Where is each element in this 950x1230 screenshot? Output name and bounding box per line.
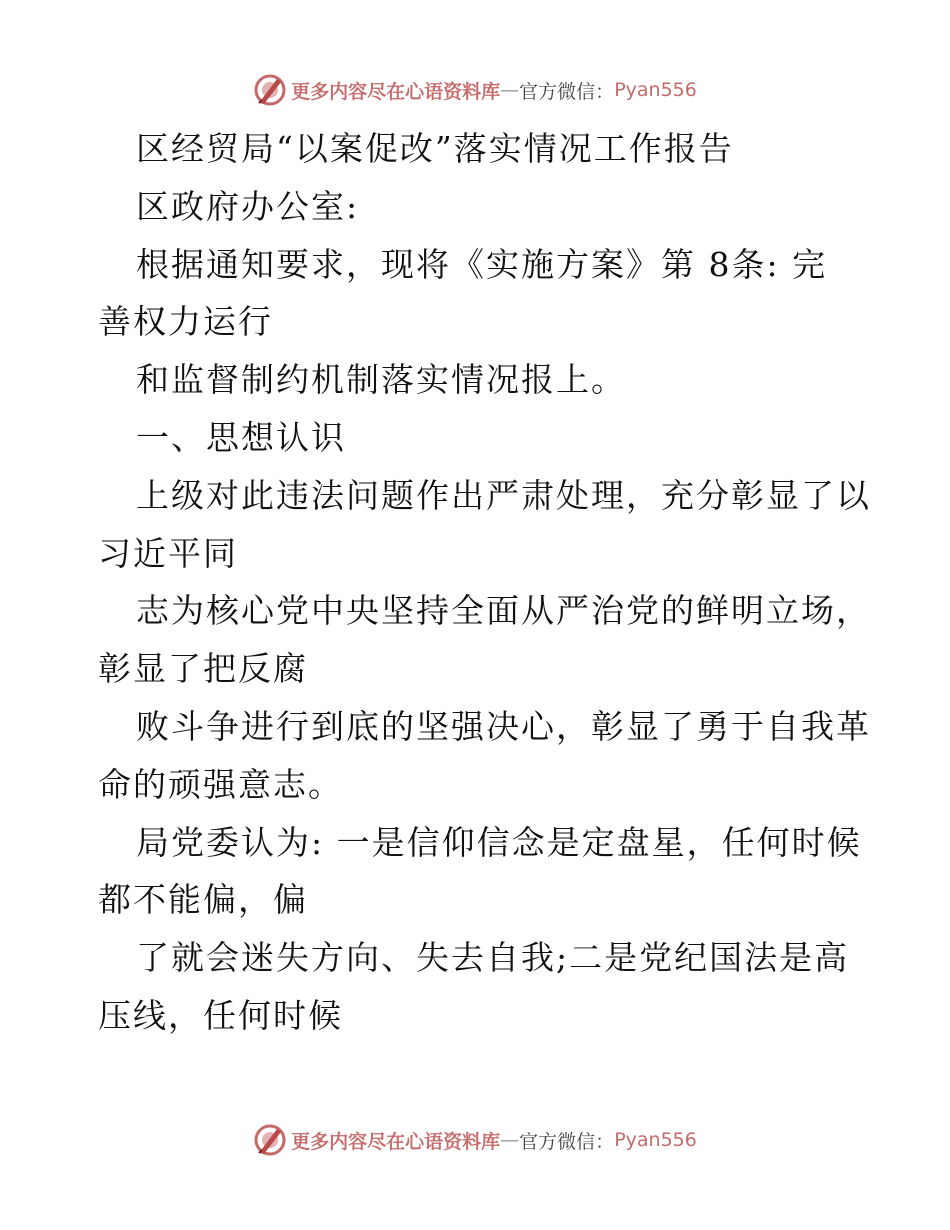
quill-pen-logo-icon	[253, 1123, 287, 1157]
document-title: 区经贸局“以案促改”落实情况工作报告	[136, 129, 734, 168]
banner-wechat-label: 官方微信：	[519, 80, 615, 103]
paragraph-line: 压线，任何时候	[98, 995, 343, 1035]
paragraph-line: 都不能偏，偏	[98, 880, 308, 920]
footer-banner	[0, 1120, 950, 1160]
paragraph-line: 习近平同	[98, 533, 238, 573]
paragraph-line: 和监督制约机制落实情况报上。	[136, 360, 626, 400]
banner-wechat-id: Pyan556	[614, 79, 697, 101]
paragraph-line: 上级对此违法问题作出严肃处理，充分彰显了以	[136, 475, 871, 515]
paragraph-line: 根据通知要求，现将《实施方案》第 8条: 完	[136, 244, 828, 284]
paragraph-line: 败斗争进行到底的坚强决心，彰显了勇于自我革	[136, 706, 871, 746]
banner-brand-text: 更多内容尽在心语资料库	[291, 1130, 501, 1153]
paragraph-line: 善权力运行	[98, 302, 273, 342]
paragraph-line: 了就会迷失方向、失去自我;二是党纪国法是高	[136, 938, 850, 978]
paragraph-line: 彰显了把反腐	[98, 649, 308, 689]
paragraph-line: 志为核心党中央坚持全面从严治党的鲜明立场，	[136, 591, 871, 631]
banner-wechat-id: Pyan556	[614, 1129, 697, 1151]
section-heading: 一、思想认识	[136, 417, 346, 457]
banner-dash: —	[500, 1129, 520, 1151]
banner-brand-text: 更多内容尽在心语资料库	[291, 80, 501, 103]
header-banner	[0, 70, 950, 110]
addressee-line: 区政府办公室:	[136, 186, 360, 226]
banner-wechat-label: 官方微信：	[519, 1130, 615, 1153]
banner-dash: —	[500, 79, 520, 101]
quill-pen-logo-icon	[253, 73, 287, 107]
document-body	[98, 120, 871, 1045]
paragraph-line: 命的顽强意志。	[98, 764, 343, 804]
paragraph-line: 局党委认为: 一是信仰信念是定盘星，任何时候	[136, 822, 862, 862]
